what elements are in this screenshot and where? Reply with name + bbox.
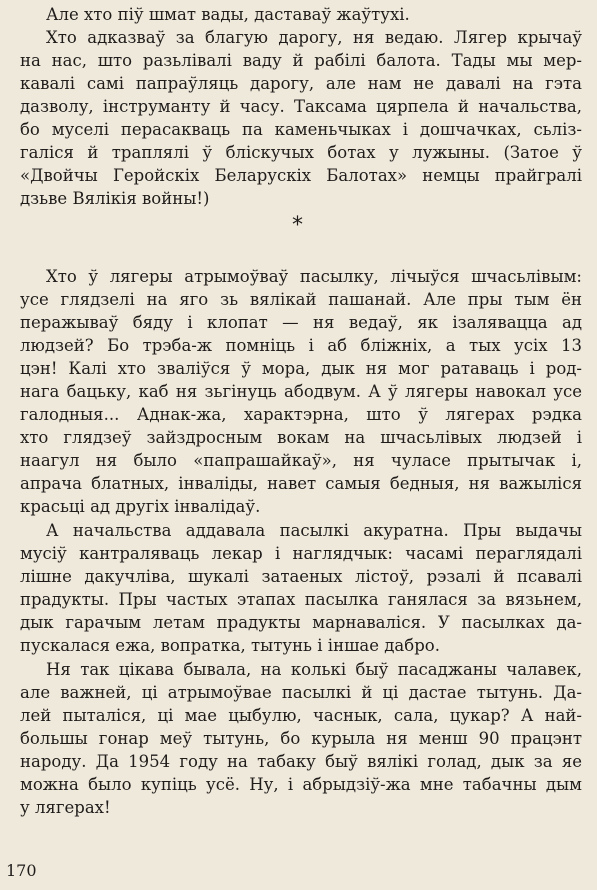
text-line: цэн! Калі хто зваліўся ў мора, дык ня мог ратаваць і род- <box>20 359 582 378</box>
text-line: апрача блатных, інваліды, навет самыя бедныя, ня важыліся <box>20 474 582 493</box>
text-line: А начальства аддавала пасылкі акуратна. Пры выдачы <box>46 521 582 540</box>
text-line: кавалі самі папраўляць дарогу, але нам не давалі на гэта <box>20 74 582 93</box>
text-line: усе глядзелі на яго зь вялікай пашанай. Але пры тым ён <box>20 290 582 309</box>
text-line: галодныя... Аднак-жа, характэрна, што ў лягерах рэдка <box>20 405 582 424</box>
text-line: у лягерах! <box>20 798 111 817</box>
text-line: галіся й траплялі ў бліскучых ботах у лужыны. (Затое ў <box>20 143 582 162</box>
text-line: Хто адказваў за благую дарогу, ня ведаю. Лягер крычаў <box>46 28 582 47</box>
text-line: большы гонар меў тытунь, бо курыла ня менш 90 працэнт <box>20 729 582 748</box>
text-line: Ня так цікава бывала, на колькі быў пасаджаны чалавек, <box>46 660 582 679</box>
text-line: лішне дакучліва, шукалі затаеных лістоў, рэзалі й псавалі <box>20 567 582 586</box>
text-line: бо муселі перасакваць па каменьчыках і дошчачках, сьлiз- <box>20 120 582 139</box>
text-line: дык гарачым летам прадукты марнаваліся. У пасылках да- <box>20 613 582 632</box>
text-line: пускалася ежа, вопратка, тытунь і іншае дабро. <box>20 636 440 655</box>
text-line: мусіў кантраляваць лекар і наглядчык: часамі пераглядалі <box>20 544 582 563</box>
text-line: дзьве Вялікія войны!) <box>20 189 210 208</box>
text-line: хто глядзеў зайздросным вокам на шчасьлівых людзей і <box>20 428 582 447</box>
text-line: красьці ад другіх інвалідаў. <box>20 497 261 516</box>
text-line: людзей? Бо трэба-ж помніць і аб бліжніх, а тых усіх 13 <box>20 336 582 355</box>
section-break-ornament: ⁎ <box>292 206 303 231</box>
page-number: 170 <box>6 861 37 880</box>
text-line: Але хто піў шмат вады, даставаў жаўтухі. <box>46 5 410 24</box>
text-line: можна было купіць усё. Ну, і абрыдзіў-жа мне табачны дым <box>20 775 582 794</box>
text-line: на нас, што разьлівалі ваду й рабілі балота. Тады мы мер- <box>20 51 582 70</box>
text-line: нага бацьку, каб ня зьгінуць абодвум. А ў лягеры навокал усе <box>20 382 582 401</box>
text-line: але важней, ці атрымоўвае пасылкі й ці дастае тытунь. Да- <box>20 683 582 702</box>
text-line: наагул ня было «папрашайкаў», ня чуласе прытычак і, <box>20 451 582 470</box>
text-line: народу. Да 1954 году на табаку быў вялікі голад, дык за яе <box>20 752 582 771</box>
text-line: прадукты. Пры частых этапах пасылка ганялася за вязьнем, <box>20 590 582 609</box>
text-line: дазволу, інструманту й часу. Таксама цярпела й начальства, <box>20 97 582 116</box>
text-line: лей пыталіся, ці мае цыбулю, часнык, сала, цукар? А най- <box>20 706 582 725</box>
text-line: Хто ў лягеры атрымоўваў пасылку, лічыўся шчасьлівым: <box>46 267 582 286</box>
text-line: «Двойчы Геройскіх Беларускіх Балотах» немцы прайгралі <box>20 166 582 185</box>
text-line: перажываў бяду і клопат — ня ведаў, як ізалявацца ад <box>20 313 582 332</box>
